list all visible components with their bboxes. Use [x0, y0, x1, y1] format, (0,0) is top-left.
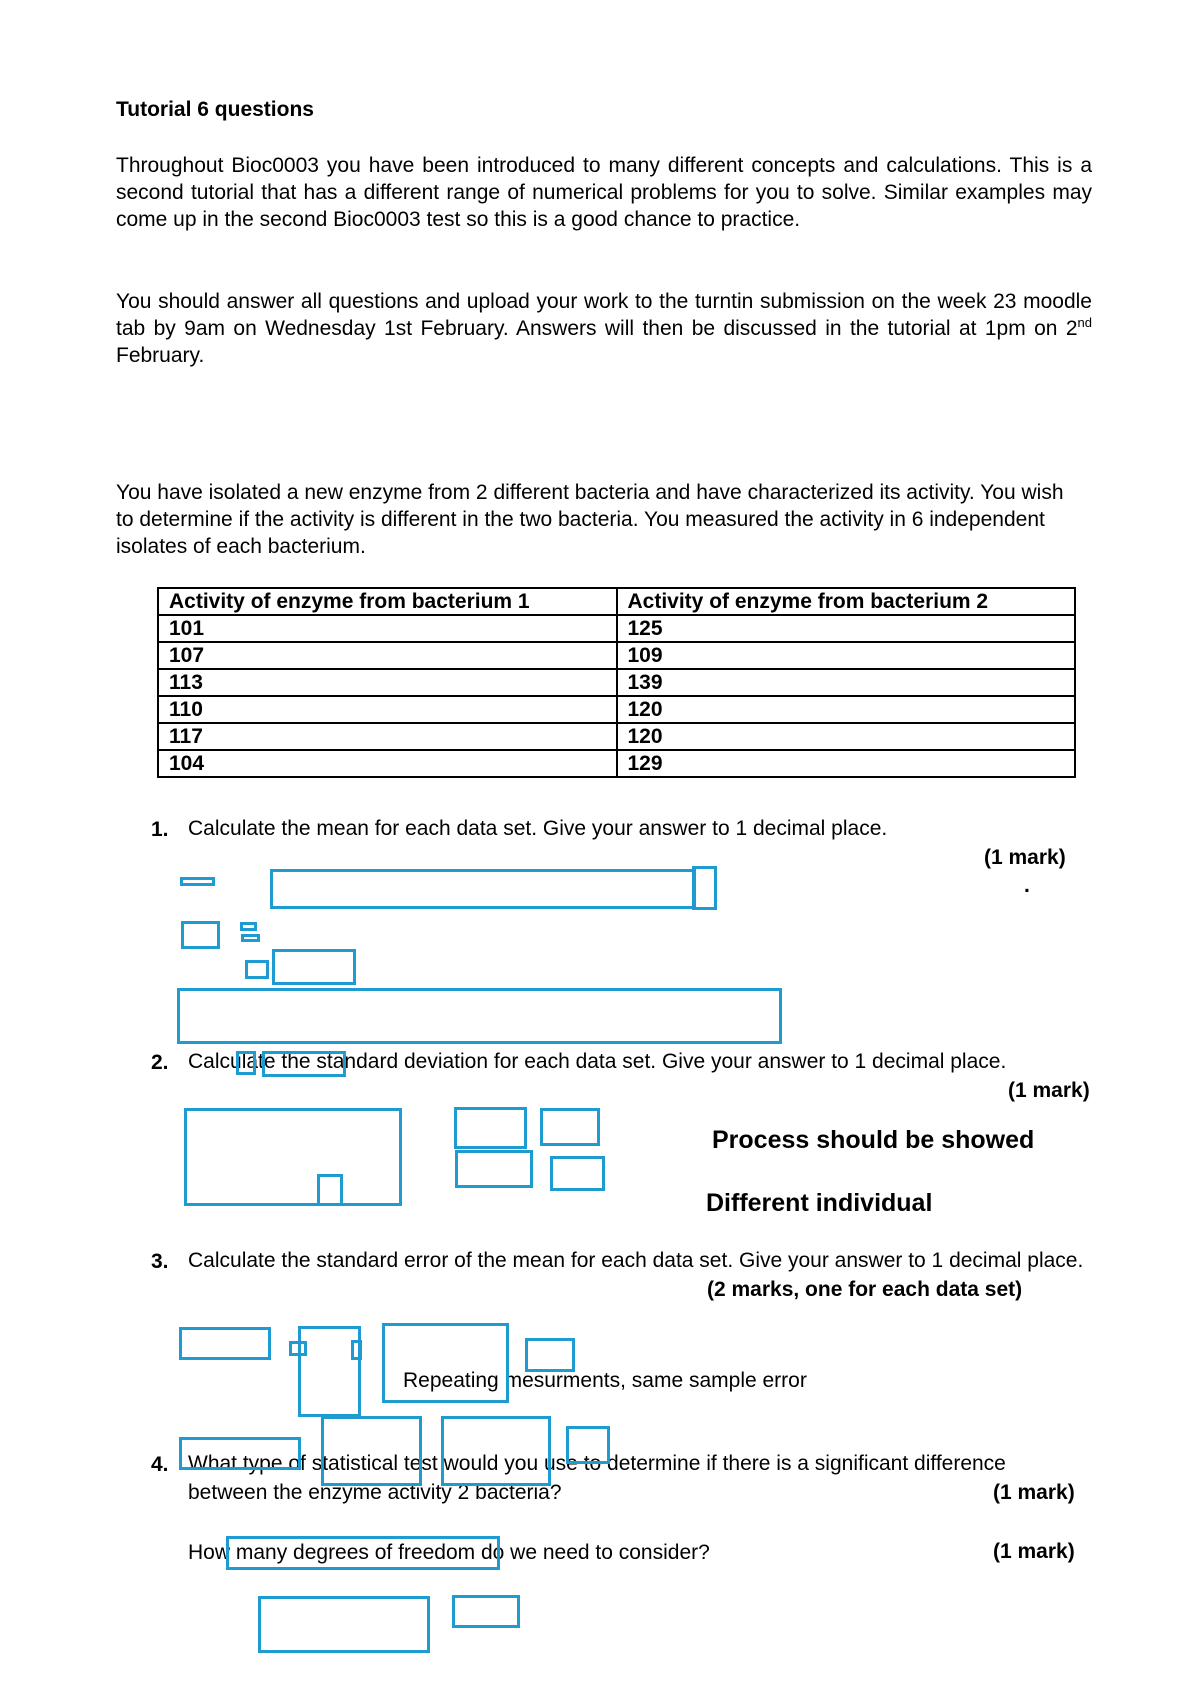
question-number: 1.: [151, 818, 169, 841]
problem-paragraph: You have isolated a new enzyme from 2 different bacteria and have characterized its activity. You wish to determine if the activity is different in the two bacteria. You measured the activity in 6 independent isolates of each bacterium.: [116, 481, 1064, 558]
question-number: 4.: [151, 1453, 169, 1476]
enzyme-activity-table: [157, 587, 1076, 778]
table-cell: 110: [158, 696, 617, 723]
table-row: [158, 723, 1075, 750]
submission-paragraph: [116, 288, 1092, 369]
table-cell: 109: [617, 642, 1076, 669]
annotation-box: [540, 1108, 600, 1146]
table-cell: 129: [617, 750, 1076, 777]
question-mark: (1 mark): [993, 1481, 1075, 1504]
question-number: 3.: [151, 1250, 169, 1273]
table-cell: 139: [617, 669, 1076, 696]
table-header-row: [158, 588, 1075, 615]
annotation-box: [184, 1108, 402, 1206]
annotation-box: [550, 1156, 605, 1191]
table-cell: 120: [617, 696, 1076, 723]
submission-text-end: February.: [116, 344, 205, 367]
annotation-box: [692, 866, 717, 910]
intro-paragraph: Throughout Bioc0003 you have been introduced to many different concepts and calculations. This is a second tutorial that has a different range of numerical problems for you to solve. Similar examples may come up in the second Bioc0003 test so this is a good chance to practice.: [116, 154, 1092, 231]
annotation-repeating: Repeating mesurments, same sample error: [403, 1369, 807, 1392]
question-text: Calculate the standard deviation for each data set. Give your answer to 1 decimal place.: [188, 1050, 1007, 1073]
table-cell: 107: [158, 642, 617, 669]
annotation-individual: Different individual: [706, 1189, 933, 1217]
stray-period: .: [1024, 874, 1030, 897]
annotation-box: [179, 1327, 271, 1360]
annotation-box: [179, 1437, 301, 1470]
annotation-box: [382, 1323, 509, 1403]
table-cell: 125: [617, 615, 1076, 642]
question-mark: (1 mark): [984, 846, 1066, 869]
annotation-box: [441, 1416, 551, 1486]
annotation-box: [455, 1150, 533, 1188]
annotation-box: [270, 869, 696, 909]
annotation-process: Process should be showed: [712, 1126, 1035, 1154]
question-text: Calculate the mean for each data set. Give your answer to 1 decimal place.: [188, 817, 888, 840]
question-text: What type of statistical test would you use to determine if there is a significant difference between the enzyme activity 2 bacteria?: [188, 1452, 1006, 1504]
annotation-box: [236, 1051, 256, 1075]
question-mark: (1 mark): [1008, 1079, 1090, 1102]
annotation-box: [272, 949, 356, 985]
question-text: How many degrees of freedom do we need to consider?: [188, 1541, 710, 1564]
question-mark: (1 mark): [993, 1540, 1075, 1563]
annotation-box: [262, 1051, 346, 1077]
annotation-box: [177, 988, 782, 1044]
annotation-box: [240, 922, 257, 931]
document-title: Tutorial 6 questions: [116, 98, 314, 121]
annotation-box: [226, 1536, 500, 1570]
table-row: [158, 615, 1075, 642]
annotation-box: [317, 1174, 343, 1206]
annotation-box: [258, 1596, 430, 1653]
table-row: [158, 696, 1075, 723]
annotation-box: [321, 1416, 422, 1486]
annotation-box: [181, 921, 220, 949]
table-cell: 113: [158, 669, 617, 696]
date-superscript: nd: [1077, 315, 1092, 330]
question-mark: (2 marks, one for each data set): [707, 1278, 1023, 1301]
annotation-box: [566, 1426, 610, 1464]
question-text: Calculate the standard error of the mean for each data set. Give your answer to 1 decimal place.: [188, 1249, 1084, 1272]
annotation-box: [351, 1340, 362, 1360]
table-row: [158, 642, 1075, 669]
annotation-box: [452, 1595, 520, 1628]
submission-text: You should answer all questions and upload your work to the turntin submission on the week 23 moodle tab by 9am on Wednesday 1st February. Answers will then be discussed in the tutorial at 1pm on 2: [116, 290, 1092, 340]
table-row: [158, 750, 1075, 777]
annotation-box: [241, 934, 260, 942]
annotation-box: [525, 1338, 575, 1372]
annotation-box: [245, 960, 269, 979]
column-header: Activity of enzyme from bacterium 1: [158, 588, 617, 615]
annotation-box: [180, 877, 215, 886]
table-cell: 104: [158, 750, 617, 777]
table-cell: 101: [158, 615, 617, 642]
question-number: 2.: [151, 1051, 169, 1074]
table-cell: 120: [617, 723, 1076, 750]
annotation-box: [454, 1107, 527, 1149]
column-header: Activity of enzyme from bacterium 2: [617, 588, 1076, 615]
table-row: [158, 669, 1075, 696]
table-cell: 117: [158, 723, 617, 750]
